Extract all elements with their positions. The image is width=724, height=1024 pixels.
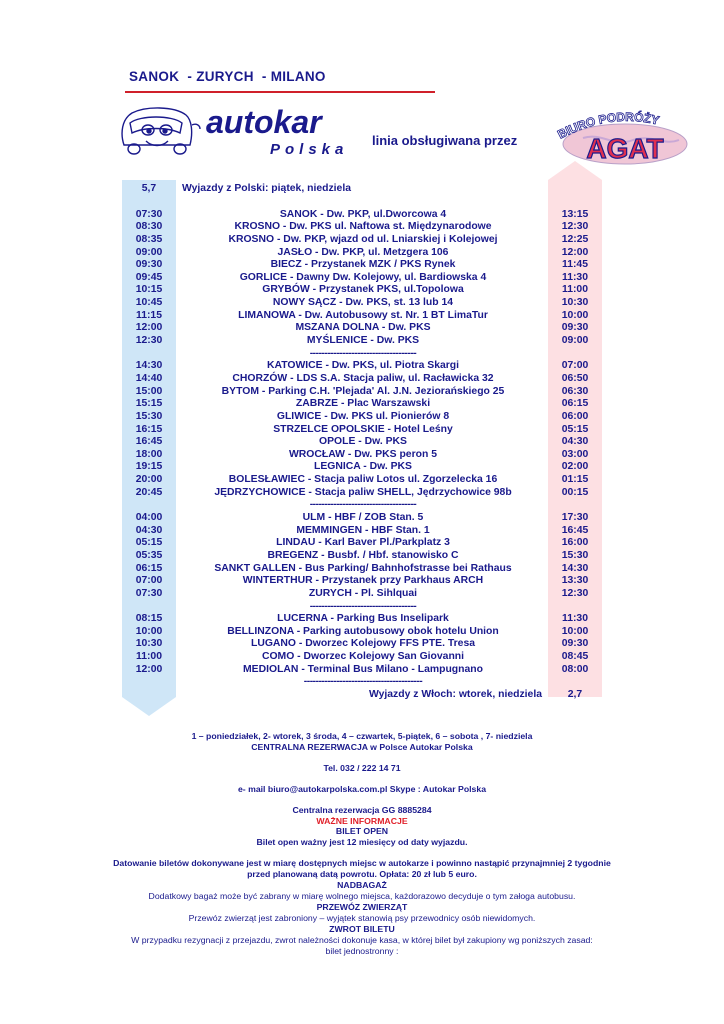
stop-name: GORLICE - Dawny Dw. Kolejowy, ul. Bardiowska 4	[239, 271, 487, 283]
stop-name: MYŚLENICE - Dw. PKS	[306, 335, 420, 347]
return-time: 03:00	[561, 448, 589, 460]
return-time: 14:30	[561, 562, 589, 574]
separator-dashes: ------------------------------------	[309, 499, 417, 511]
timetable-row	[122, 259, 602, 272]
timetable-row	[122, 512, 602, 525]
bus-mascot-icon	[122, 108, 200, 154]
timetable-row	[122, 613, 602, 626]
stop-name: SANOK - Dw. PKP, ul.Dworcowa 4	[279, 208, 447, 220]
departure-time: 20:45	[135, 486, 163, 498]
return-time: 13:30	[561, 575, 589, 587]
departure-time: 10:30	[135, 638, 163, 650]
animals-text: Przewóz zwierząt jest zabroniony – wyjątek stanowią psy przewodnicy osób niewidomych.	[188, 912, 536, 923]
departure-time: 05:35	[135, 549, 163, 561]
refund-text-1: W przypadku rezygnacji z przejazdu, zwrot należności dokonuje kasa, w której bilet był zakupiony wg poniższych zasad:	[131, 934, 593, 945]
return-time: 17:30	[561, 512, 589, 524]
operated-by-label: linia obsługiwana przez	[372, 133, 518, 148]
timetable-row	[122, 638, 602, 651]
stop-name: COMO - Dworzec Kolejowy San Giovanni	[261, 651, 465, 663]
agat-word: AGAT	[586, 133, 664, 164]
return-time: 02:00	[561, 461, 589, 473]
departure-time: 15:30	[135, 410, 163, 422]
stop-name: LINDAU - Karl Baver Pl./Parkplatz 3	[276, 537, 450, 549]
return-time: 08:45	[561, 651, 589, 663]
agat-arc-text: BIURO PODRÓŻY	[555, 109, 661, 142]
departure-time: 10:45	[135, 297, 163, 309]
gg-number: Centralna rezerwacja GG 8885284	[292, 804, 432, 815]
stop-name: LEGNICA - Dw. PKS	[314, 461, 412, 473]
departure-time: 09:30	[135, 259, 163, 271]
departure-time: 05:15	[135, 537, 163, 549]
stop-name: MSZANA DOLNA - Dw. PKS	[295, 322, 431, 334]
stop-name: GRYBÓW - Przystanek PKS, ul.Topolowa	[262, 284, 464, 296]
important-info-heading: WAŻNE INFORMACJE	[316, 815, 408, 826]
departure-time: 04:30	[135, 524, 163, 536]
departure-time: 18:00	[135, 448, 163, 460]
timetable-row	[122, 461, 602, 474]
departure-time: 16:45	[135, 436, 163, 448]
departure-time: 11:00	[135, 651, 162, 663]
stop-name: MEDIOLAN - Terminal Bus Milano - Lampugnano	[243, 663, 483, 675]
timetable-row	[122, 221, 602, 234]
info-section	[40, 731, 684, 956]
timetable-row	[122, 436, 602, 449]
return-time: 10:30	[561, 297, 589, 309]
return-time: 11:30	[561, 271, 588, 283]
departure-time: 12:00	[135, 322, 163, 334]
stop-name: JĘDRZYCHOWICE - Stacja paliw SHELL, Jędrzychowice 98b	[214, 486, 512, 498]
timetable-body	[122, 209, 602, 689]
departure-time: 09:45	[135, 271, 163, 283]
phone: Tel. 032 / 222 14 71	[323, 762, 401, 773]
stop-name: LUGANO - Dworzec Kolejowy FFS PTE. Tresa	[250, 638, 476, 650]
departure-time: 08:15	[135, 613, 163, 625]
departure-time: 12:00	[135, 663, 163, 675]
timetable-row	[122, 297, 602, 310]
stop-name: ZURYCH - Pl. Sihlquai	[308, 587, 418, 599]
stop-name: WROCŁAW - Dw. PKS peron 5	[289, 448, 437, 460]
departure-time: 20:00	[135, 474, 163, 486]
timetable	[122, 183, 602, 702]
stop-name: WINTERTHUR - Przystanek przy Parkhaus ARCH	[242, 575, 484, 587]
separator-dashes: ------------------------------------	[309, 347, 417, 359]
return-time: 06:30	[561, 385, 589, 397]
section-separator	[122, 499, 602, 512]
return-time: 10:00	[561, 309, 589, 321]
footer-text: Wyjazdy z Włoch: wtorek, niedziela	[368, 688, 542, 700]
timetable-row	[122, 335, 602, 348]
timetable-row	[122, 537, 602, 550]
return-time: 04:30	[561, 436, 589, 448]
section-separator	[122, 676, 602, 689]
departure-time: 08:30	[135, 221, 163, 233]
animals-heading: PRZEWÓZ ZWIERZĄT	[316, 901, 408, 912]
dating-text-2: przed planowaną datą powrotu. Opłata: 20 zł lub 5 euro.	[247, 869, 477, 880]
stop-name: STRZELCE OPOLSKIE - Hotel Leśny	[273, 423, 453, 435]
timetable-row	[122, 284, 602, 297]
logo-word: autokar	[206, 104, 322, 140]
return-direction-arrow	[548, 161, 602, 180]
departure-time: 04:00	[135, 512, 163, 524]
refund-heading: ZWROT BILETU	[329, 923, 395, 934]
stop-name: BREGENZ - Busbf. / Hbf. stanowisko C	[267, 549, 459, 561]
timetable-row	[122, 272, 602, 285]
timetable-row	[122, 664, 602, 677]
section-separator	[122, 601, 602, 614]
return-time: 06:00	[561, 410, 589, 422]
return-time: 12:30	[561, 587, 589, 599]
return-time: 07:00	[561, 360, 589, 372]
stop-name: KATOWICE - Dw. PKS, ul. Piotra Skargi	[266, 360, 460, 372]
open-ticket-heading: BILET OPEN	[335, 826, 389, 837]
timetable-row	[122, 411, 602, 424]
departure-time: 14:30	[135, 360, 163, 372]
return-time: 08:00	[561, 663, 589, 675]
dating-text-1: Datowanie biletów dokonywane jest w miarę dostępnych miejsc w autokarze i powinno nastąpić przynajmniej 2 tygodnie	[113, 858, 611, 869]
timetable-row	[122, 360, 602, 373]
timetable-row	[122, 525, 602, 538]
stop-name: ZABRZE - Plac Warszawski	[295, 398, 431, 410]
timetable-row	[122, 247, 602, 260]
departure-time: 10:15	[135, 284, 163, 296]
days-legend: 1 – poniedziałek, 2- wtorek, 3 środa, 4 – czwartek, 5-piątek, 6 – sobota , 7- niedziela	[191, 731, 533, 741]
departure-time: 11:15	[135, 309, 162, 321]
timetable-row	[122, 209, 602, 222]
open-ticket-text: Bilet open ważny jest 12 miesięcy od daty wyjazdu.	[256, 837, 468, 848]
return-time: 11:00	[561, 284, 588, 296]
return-time: 01:15	[561, 474, 589, 486]
return-time: 11:30	[561, 613, 588, 625]
stop-name: GLIWICE - Dw. PKS ul. Pionierów 8	[276, 410, 450, 422]
timetable-row	[122, 322, 602, 335]
agat-logo	[543, 108, 703, 166]
return-time: 15:30	[561, 549, 589, 561]
return-time: 11:45	[561, 259, 588, 271]
timetable-row	[122, 310, 602, 323]
timetable-row	[122, 487, 602, 500]
return-time: 12:25	[561, 233, 589, 245]
departure-time: 08:35	[135, 233, 163, 245]
return-time: 10:00	[561, 625, 589, 637]
departure-time: 15:15	[135, 398, 163, 410]
timetable-row	[122, 575, 602, 588]
stop-name: BIECZ - Przystanek MZK / PKS Rynek	[270, 259, 456, 271]
timetable-row	[122, 588, 602, 601]
return-time: 12:00	[561, 246, 589, 258]
timetable-footer-row	[122, 689, 602, 702]
logo-sub: Polska	[270, 141, 349, 158]
route-title: SANOK - ZURYCH - MILANO	[129, 69, 326, 84]
timetable-row	[122, 626, 602, 639]
header-days: 5,7	[141, 183, 157, 194]
timetable-row	[122, 424, 602, 437]
stop-name: ULM - HBF / ZOB Stan. 5	[302, 512, 424, 524]
stop-name: LUCERNA - Parking Bus Inselipark	[277, 613, 449, 625]
departure-time: 09:00	[135, 246, 163, 258]
stop-name: KROSNO - Dw. PKP, wjazd od ul. Lniarskiej i Kolejowej	[228, 233, 498, 245]
return-time: 00:15	[561, 486, 589, 498]
return-time: 06:50	[561, 372, 589, 384]
stop-name: KROSNO - Dw. PKS ul. Naftowa st. Międzynarodowe	[234, 221, 492, 233]
stop-name: BOLESŁAWIEC - Stacja paliw Lotos ul. Zgorzelecka 16	[228, 474, 498, 486]
departure-time: 16:15	[135, 423, 163, 435]
return-time: 16:00	[561, 537, 589, 549]
departure-time: 07:30	[135, 208, 163, 220]
departure-time: 12:30	[135, 335, 163, 347]
departure-time: 19:15	[135, 461, 163, 473]
timetable-row	[122, 651, 602, 664]
timetable-row	[122, 373, 602, 386]
stop-name: OPOLE - Dw. PKS	[319, 436, 407, 448]
title-underline	[125, 91, 435, 93]
stop-name: CHORZÓW - LDS S.A. Stacja paliw, ul. Racławicka 32	[232, 372, 494, 384]
timetable-row	[122, 563, 602, 576]
timetable-row	[122, 449, 602, 462]
departure-time: 06:15	[135, 562, 163, 574]
return-time: 05:15	[561, 423, 589, 435]
return-time: 12:30	[561, 221, 589, 233]
return-time: 09:00	[561, 335, 589, 347]
return-time: 13:15	[561, 208, 589, 220]
return-time: 09:30	[561, 638, 589, 650]
stop-name: LIMANOWA - Dw. Autobusowy st. Nr. 1 BT LimaTur	[238, 309, 488, 321]
stop-name: JASŁO - Dw. PKP, ul. Metzgera 106	[277, 246, 449, 258]
section-separator	[122, 348, 602, 361]
departure-time: 15:00	[135, 385, 163, 397]
stop-name: SANKT GALLEN - Bus Parking/ Bahnhofstrasse bei Rathaus	[214, 562, 512, 574]
refund-text-2: bilet jednostronny :	[325, 945, 399, 956]
timetable-row	[122, 550, 602, 563]
departure-time: 14:40	[135, 372, 163, 384]
departure-time: 07:30	[135, 587, 163, 599]
timetable-row	[122, 386, 602, 399]
timetable-header-row	[122, 183, 602, 196]
footer-days: 2,7	[567, 688, 583, 700]
header-text: Wyjazdy z Polski: piątek, niedziela	[182, 183, 351, 194]
timetable-row	[122, 474, 602, 487]
central-reservation: CENTRALNA REZERWACJA w Polsce Autokar Polska	[251, 741, 473, 752]
separator-dashes: ----------------------------------------	[303, 676, 423, 688]
stop-name: NOWY SĄCZ - Dw. PKS, st. 13 lub 14	[272, 297, 454, 309]
email-skype[interactable]: e- mail biuro@autokarpolska.com.pl Skype : Autokar Polska	[237, 783, 487, 794]
separator-dashes: ------------------------------------	[309, 600, 417, 612]
stop-name: MEMMINGEN - HBF Stan. 1	[296, 524, 430, 536]
stop-name: BELLINZONA - Parking autobusowy obok hotelu Union	[227, 625, 499, 637]
timetable-row	[122, 234, 602, 247]
luggage-heading: NADBAGAŻ	[337, 880, 387, 891]
stop-name: BYTOM - Parking C.H. 'Plejada' Al. J.N. Jeziorańskiego 25	[221, 385, 505, 397]
timetable-row	[122, 398, 602, 411]
departure-time: 10:00	[135, 625, 163, 637]
autokar-polska-logo	[118, 103, 368, 165]
return-time: 16:45	[561, 524, 589, 536]
return-time: 09:30	[561, 322, 589, 334]
departure-time: 07:00	[135, 575, 163, 587]
return-time: 06:15	[561, 398, 589, 410]
luggage-text: Dodatkowy bagaż może być zabrany w miarę wolnego miejsca, każdorazowo decyduje o tym załoga autobusu.	[148, 890, 576, 901]
